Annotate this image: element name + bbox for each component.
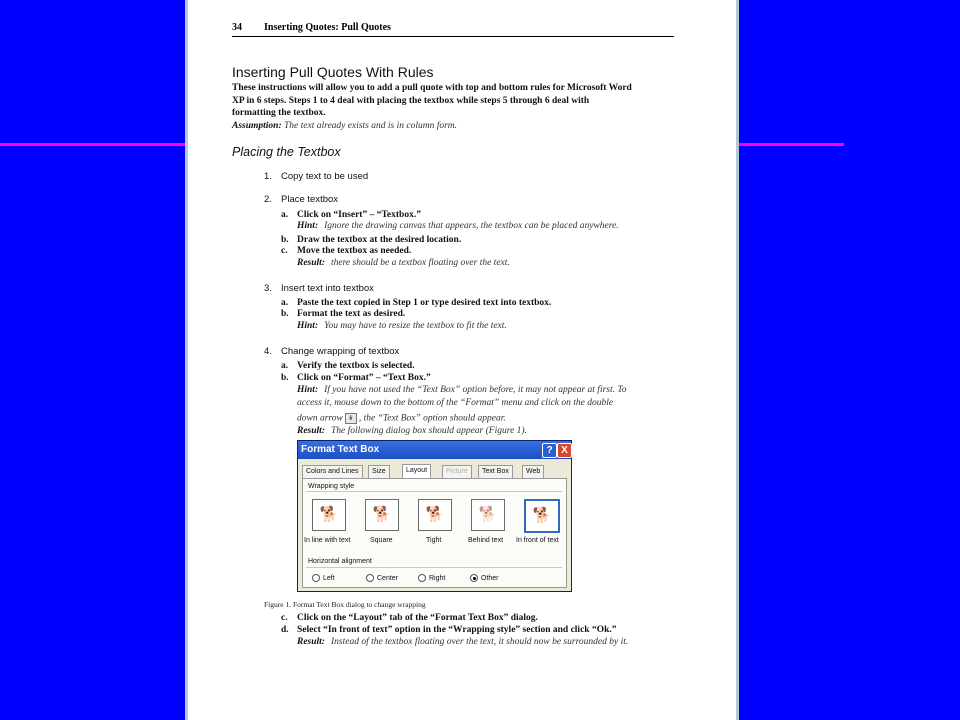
intro-paragraph xyxy=(232,82,682,132)
dialog-title: Format Text Box xyxy=(301,444,380,455)
result xyxy=(297,258,510,268)
tight-option[interactable] xyxy=(418,499,452,531)
radio-circle-selected xyxy=(470,574,478,582)
letter: d. xyxy=(281,625,289,635)
wrap-label: In front of text xyxy=(516,537,559,544)
hint-text: Ignore the drawing canvas that appears, the textbox can be placed anywhere. xyxy=(324,221,619,231)
substep-text: Move the textbox as needed. xyxy=(297,246,412,256)
page-border-left xyxy=(185,0,188,720)
decorative-rule-right xyxy=(739,143,844,146)
intro-line: These instructions will allow you to add a pull quote with top and bottom rules for Microsoft Word xyxy=(232,83,632,93)
running-header xyxy=(232,20,674,37)
substep-text: Draw the textbox at the desired location. xyxy=(297,235,462,245)
wrapping-style-label: Wrapping style xyxy=(308,483,355,490)
wrap-label: Square xyxy=(370,537,393,544)
substep-text: Click on “Insert” – “Textbox.” xyxy=(297,210,421,220)
result-text: there should be a textbox floating over the text. xyxy=(330,258,510,268)
tab-picture[interactable]: Picture xyxy=(442,465,472,478)
running-title: Inserting Quotes: Pull Quotes xyxy=(264,22,391,33)
step-text: Copy text to be used xyxy=(281,171,369,182)
document-title: Inserting Pull Quotes With Rules xyxy=(232,64,434,80)
letter: a. xyxy=(281,298,289,308)
substep-text: Select “In front of text” option in the “Wrapping style” section and click “Ok.” xyxy=(297,625,617,635)
hint-label: Hint: xyxy=(297,321,319,331)
intro-line: XP in 6 steps. Steps 1 to 4 deal with placing the textbox while steps 5 through 6 deal with xyxy=(232,95,590,106)
radio-center[interactable] xyxy=(366,574,398,582)
result xyxy=(297,426,527,436)
intro-line: formatting the textbox. xyxy=(232,108,326,118)
tab-web[interactable]: Web xyxy=(522,465,544,478)
hint-text: access it, mouse down to the bottom of the “Format” menu and click on the double xyxy=(297,398,614,408)
result-label: Result: xyxy=(297,258,325,268)
close-button[interactable]: X xyxy=(557,443,572,458)
wrap-label: In line with text xyxy=(304,537,351,544)
result-label: Result: xyxy=(297,637,325,647)
radio-label: Right xyxy=(429,574,446,582)
square-option[interactable] xyxy=(365,499,399,531)
hint-label: Hint: xyxy=(297,221,319,231)
decorative-rule-left xyxy=(0,143,185,146)
dog-icon: 🐕 xyxy=(372,507,392,523)
letter: c. xyxy=(281,246,288,256)
in-front-of-text-option[interactable] xyxy=(524,499,560,533)
page-border-right xyxy=(736,0,739,720)
radio-label: Other xyxy=(481,574,499,582)
step-number: 4. xyxy=(264,346,272,357)
horizontal-alignment-label: Horizontal alignment xyxy=(308,558,372,565)
in-line-with-text-option[interactable] xyxy=(312,499,346,531)
figure-caption: Figure 1. Format Text Box dialog to change wrapping xyxy=(264,600,426,609)
format-text-box-dialog xyxy=(297,440,572,592)
letter: b. xyxy=(281,309,289,319)
substep-text: Verify the textbox is selected. xyxy=(297,361,415,371)
step-text: Change wrapping of textbox xyxy=(281,346,400,357)
step-text: Insert text into textbox xyxy=(281,283,374,294)
help-button[interactable]: ? xyxy=(542,443,557,458)
behind-text-option[interactable] xyxy=(471,499,505,531)
dialog-title-bar xyxy=(298,441,571,459)
hint xyxy=(297,321,507,331)
section-title: Placing the Textbox xyxy=(232,145,341,159)
dog-icon: 🐕 xyxy=(319,507,339,523)
radio-right[interactable] xyxy=(418,574,445,582)
result-text: The following dialog box should appear (Figure 1). xyxy=(330,426,527,436)
layout-panel xyxy=(302,478,567,588)
dog-icon: 🐕 xyxy=(532,508,552,524)
substep-text: Click on the “Layout” tab of the “Format Text Box” dialog. xyxy=(297,613,538,623)
tab-layout[interactable]: Layout xyxy=(402,464,431,478)
assumption xyxy=(232,120,682,133)
hint-text: If you have not used the “Text Box” option before, it may not appear at first. To xyxy=(324,385,627,395)
hint-continued xyxy=(297,398,613,408)
letter: a. xyxy=(281,361,289,371)
radio-left[interactable] xyxy=(312,574,335,582)
substep-text: Format the text as desired. xyxy=(297,309,406,319)
radio-circle xyxy=(312,574,320,582)
step-number: 3. xyxy=(264,283,272,294)
hint-text: You may have to resize the textbox to fit the text. xyxy=(324,321,507,331)
assumption-text: The text already exists and is in column form. xyxy=(284,120,458,131)
letter: a. xyxy=(281,210,289,220)
radio-circle xyxy=(418,574,426,582)
result-label: Result: xyxy=(297,426,325,436)
hint-text: down arrow xyxy=(297,413,343,424)
tab-size[interactable]: Size xyxy=(368,465,390,478)
hint-text: , the “Text Box” option should appear. xyxy=(358,413,506,424)
hint xyxy=(297,221,619,231)
hint-continued xyxy=(297,413,506,424)
tab-colors-and-lines[interactable]: Colors and Lines xyxy=(302,465,363,478)
wrap-label: Behind text xyxy=(468,537,504,544)
hint-label: Hint: xyxy=(297,385,319,395)
wrap-label: Tight xyxy=(426,537,442,544)
dog-icon: 🐕 xyxy=(425,507,445,523)
letter: b. xyxy=(281,373,289,383)
radio-label: Center xyxy=(377,574,399,582)
substep-text: Click on “Format” – “Text Box.” xyxy=(297,373,431,383)
result-text: Instead of the textbox floating over the text, it should now be surrounded by it. xyxy=(330,637,629,647)
dog-icon: 🐕 xyxy=(478,507,498,523)
page-number: 34 xyxy=(232,22,242,33)
step-number: 2. xyxy=(264,194,272,205)
radio-circle xyxy=(366,574,374,582)
letter: b. xyxy=(281,235,289,245)
step-number: 1. xyxy=(264,171,272,182)
hint xyxy=(297,385,627,395)
assumption-label: Assumption: xyxy=(232,120,282,131)
divider xyxy=(306,567,562,568)
letter: c. xyxy=(281,613,288,623)
double-down-arrow-icon: ↡ xyxy=(345,413,357,424)
result xyxy=(297,637,628,647)
step-text: Place textbox xyxy=(281,194,339,205)
tab-text-box[interactable]: Text Box xyxy=(478,465,513,478)
divider xyxy=(306,491,562,492)
substep-text: Paste the text copied in Step 1 or type desired text into textbox. xyxy=(297,298,552,308)
radio-other[interactable] xyxy=(470,574,499,582)
radio-label: Left xyxy=(323,574,335,582)
